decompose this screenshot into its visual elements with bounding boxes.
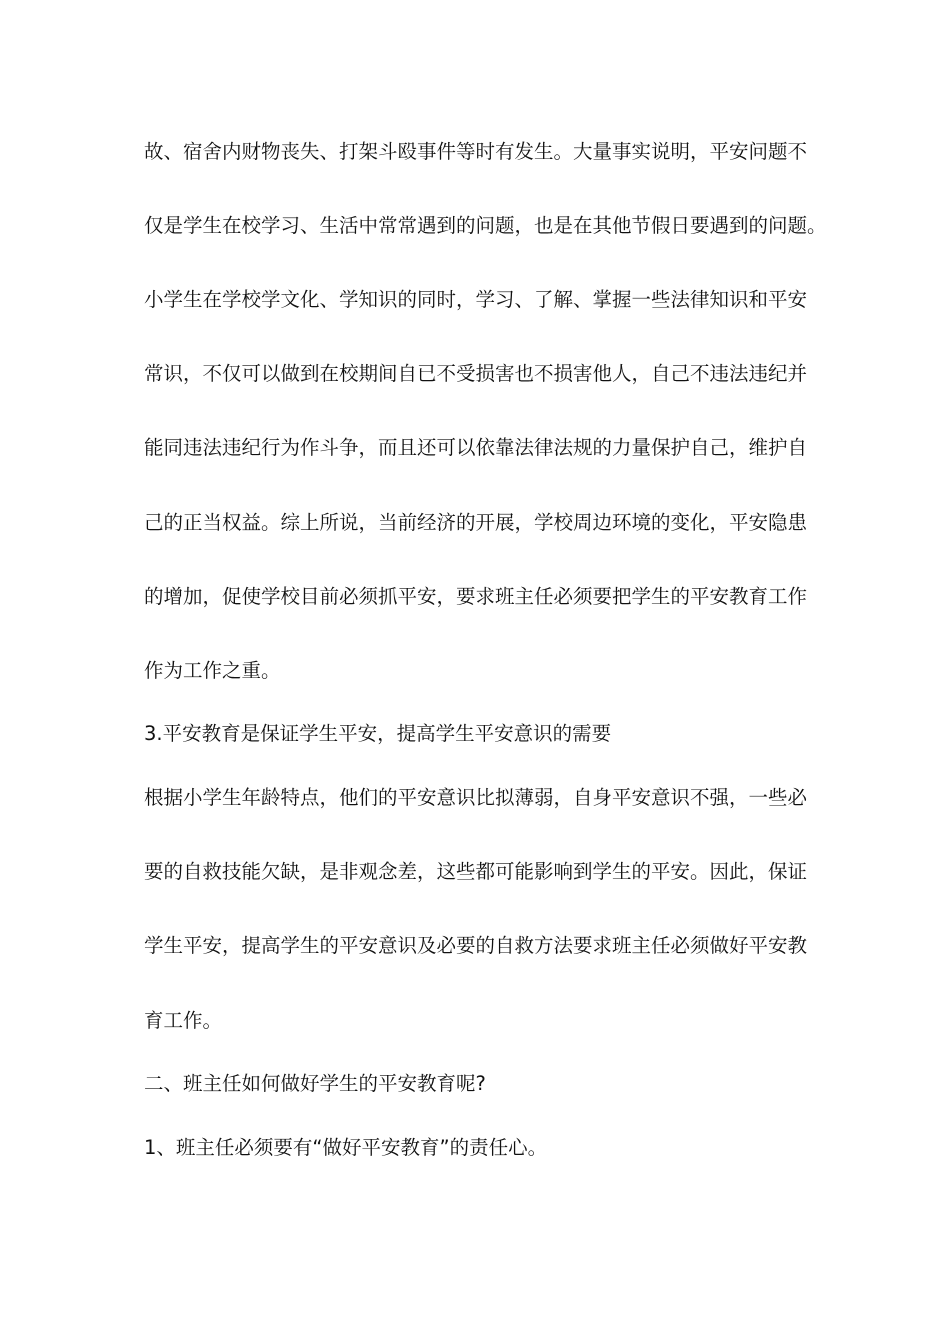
section-heading: 二、班主任如何做好学生的平安教育呢? <box>144 1072 486 1095</box>
paragraph-line: 己的正当权益。综上所说，当前经济的开展，学校周边环境的变化，平安隐患 <box>144 511 808 534</box>
paragraph-line: 的增加，促使学校目前必须抓平安，要求班主任必须要把学生的平安教育工作 <box>144 585 808 608</box>
subsection-heading: 1、班主任必须要有“做好平安教育”的责任心。 <box>144 1136 548 1159</box>
paragraph-line: 要的自救技能欠缺，是非观念差，这些都可能影响到学生的平安。因此，保证 <box>144 860 808 883</box>
paragraph-line: 作为工作之重。 <box>144 659 281 682</box>
paragraph-line: 根据小学生年龄特点，他们的平安意识比拟薄弱，自身平安意识不强，一些必 <box>144 786 808 809</box>
paragraph-line: 小学生在学校学文化、学知识的同时，学习、了解、掌握一些法律知识和平安 <box>144 288 808 311</box>
paragraph-line: 育工作。 <box>144 1009 223 1032</box>
paragraph-line: 常识，不仅可以做到在校期间自已不受损害也不损害他人，自己不违法违纪并 <box>144 362 808 385</box>
section-heading: 3.平安教育是保证学生平安，提高学生平安意识的需要 <box>144 722 612 745</box>
paragraph-line: 能同违法违纪行为作斗争，而且还可以依靠法律法规的力量保护自己，维护自 <box>144 436 808 459</box>
paragraph-line: 故、宿舍内财物丧失、打架斗殴事件等时有发生。大量事实说明，平安问题不 <box>144 140 808 163</box>
paragraph-line: 学生平安，提高学生的平安意识及必要的自救方法要求班主任必须做好平安教 <box>144 934 808 957</box>
paragraph-line: 仅是学生在校学习、生活中常常遇到的问题，也是在其他节假日要遇到的问题。 <box>144 214 827 237</box>
